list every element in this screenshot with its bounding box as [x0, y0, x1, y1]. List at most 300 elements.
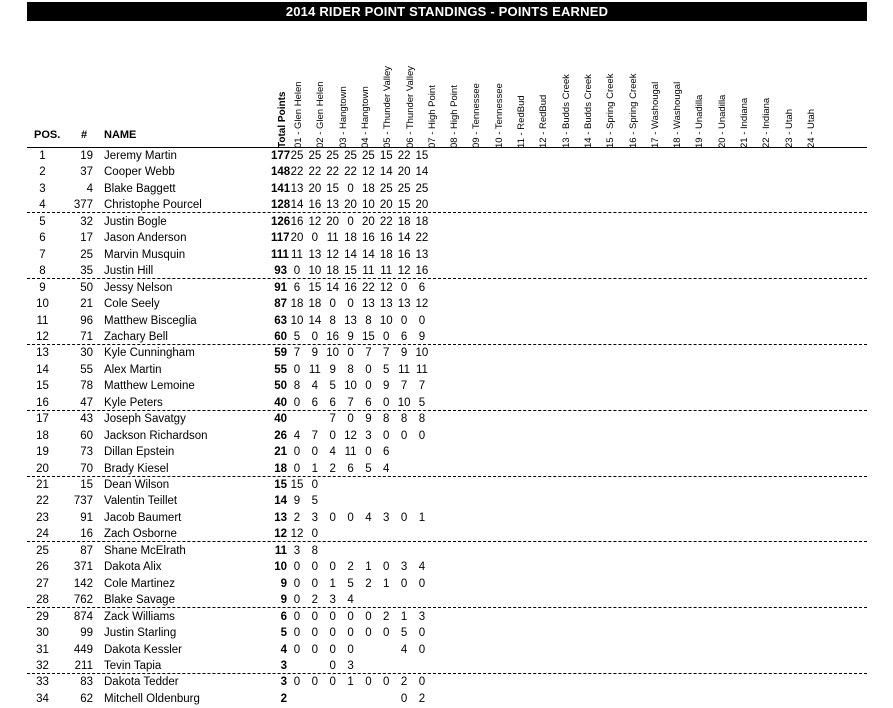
rider-position: 31 — [36, 643, 49, 656]
table-row — [27, 197, 867, 213]
rider-position: 22 — [36, 495, 49, 508]
table-row — [27, 625, 867, 641]
round-points-4: 6 — [347, 462, 354, 475]
rider-number: 60 — [80, 429, 93, 442]
round-header-11-label: 11 - RedBud — [516, 95, 527, 148]
rider-number: 70 — [80, 462, 93, 475]
round-points-2: 4 — [311, 380, 319, 393]
total-points: 148 — [271, 166, 291, 179]
rider-number: 211 — [74, 659, 93, 672]
rider-number: 73 — [80, 446, 93, 459]
round-points-4: 0 — [347, 182, 354, 195]
round-points-1: 16 — [290, 215, 304, 228]
round-points-3: 16 — [326, 330, 340, 343]
rider-position: 13 — [36, 347, 49, 360]
round-points-1: 5 — [293, 330, 301, 343]
rider-name: Christophe Pourcel — [104, 199, 202, 212]
rider-name: Kyle Cunningham — [104, 347, 195, 360]
round-points-5: 14 — [361, 248, 375, 261]
round-points-6: 18 — [379, 248, 393, 261]
round-points-3: 0 — [329, 643, 336, 656]
table-row — [27, 543, 867, 559]
round-points-6: 8 — [383, 413, 390, 426]
table-row — [27, 280, 867, 296]
round-points-5: 0 — [365, 610, 372, 623]
round-points-7: 13 — [397, 298, 411, 311]
round-points-1: 0 — [293, 446, 301, 459]
round-points-3: 10 — [326, 347, 340, 360]
round-points-2: 1 — [311, 462, 319, 475]
round-points-5: 15 — [361, 330, 375, 343]
round-header-4-label: 04 - Hangtown — [359, 86, 371, 148]
rider-name: Justin Starling — [104, 627, 177, 640]
round-points-1: 7 — [293, 347, 301, 360]
round-points-4: 0 — [347, 413, 354, 426]
rider-number: 21 — [80, 298, 93, 311]
round-points-4: 9 — [347, 330, 354, 343]
round-points-5: 25 — [361, 150, 375, 162]
round-points-2: 0 — [311, 330, 319, 343]
round-points-1: 10 — [290, 314, 304, 327]
round-points-4: 0 — [347, 298, 354, 311]
round-points-8: 14 — [415, 166, 429, 179]
round-points-2: 0 — [311, 446, 319, 459]
round-points-1: 18 — [290, 298, 304, 311]
round-points-5: 3 — [365, 429, 372, 442]
round-points-4: 11 — [344, 446, 357, 459]
round-points-5: 9 — [365, 413, 372, 426]
round-points-6: 10 — [379, 314, 393, 327]
round-points-3: 0 — [329, 561, 336, 574]
round-points-2: 10 — [308, 265, 322, 278]
rider-name: Matthew Lemoine — [104, 380, 195, 393]
rider-number: 15 — [80, 479, 93, 491]
rider-position: 8 — [39, 265, 46, 278]
total-points: 18 — [274, 462, 287, 475]
rider-position: 17 — [36, 413, 49, 426]
round-header-14-label: 14 - Budds Creek — [582, 74, 594, 148]
total-points: 9 — [280, 577, 287, 590]
round-points-4: 1 — [347, 676, 354, 689]
rider-number: 19 — [80, 150, 93, 162]
round-points-2: 11 — [308, 363, 321, 376]
number-header: # — [81, 129, 88, 141]
round-points-1: 15 — [290, 479, 304, 491]
total-points: 3 — [280, 676, 287, 689]
round-points-7: 7 — [400, 380, 408, 393]
round-points-5: 0 — [365, 446, 372, 459]
total-points: 14 — [274, 495, 287, 508]
rider-number: 55 — [80, 363, 93, 376]
round-points-7: 3 — [400, 561, 408, 574]
round-points-5: 11 — [362, 265, 375, 278]
rider-name: Jackson Richardson — [104, 429, 208, 442]
table-row — [27, 263, 867, 279]
total-points: 141 — [271, 182, 291, 195]
round-points-3: 1 — [329, 577, 336, 590]
round-header-21-label: 21 - Indiana — [739, 97, 750, 148]
round-points-5: 20 — [361, 215, 375, 228]
round-points-2: 15 — [308, 281, 322, 294]
round-points-6: 4 — [383, 462, 390, 475]
rider-name: Zachary Bell — [104, 330, 168, 343]
rider-position: 3 — [39, 182, 46, 195]
round-points-8: 15 — [415, 150, 429, 162]
round-points-6: 11 — [380, 265, 393, 278]
round-points-6: 13 — [379, 298, 393, 311]
round-points-3: 7 — [329, 413, 336, 426]
round-points-4: 0 — [347, 627, 354, 640]
table-row — [27, 411, 867, 427]
rider-name: Cole Martinez — [104, 577, 175, 590]
round-points-7: 0 — [400, 281, 408, 294]
round-points-1: 6 — [293, 281, 301, 294]
rider-name: Kyle Peters — [104, 396, 163, 409]
round-points-7: 6 — [400, 330, 408, 343]
round-points-5: 4 — [365, 511, 372, 524]
rider-position: 26 — [36, 561, 49, 574]
total-points: 15 — [274, 479, 287, 491]
table-row — [27, 477, 867, 493]
round-points-7: 11 — [398, 363, 411, 376]
rider-position: 25 — [36, 544, 49, 557]
round-points-2: 0 — [311, 561, 319, 574]
round-points-5: 0 — [365, 627, 372, 640]
round-points-3: 11 — [326, 232, 339, 245]
rider-name: Zach Osborne — [104, 528, 177, 541]
rider-name: Cole Seely — [104, 298, 160, 311]
table-row — [27, 329, 867, 345]
table-row — [27, 691, 867, 707]
rider-name: Jacob Baumert — [104, 511, 182, 524]
round-points-2: 0 — [311, 528, 319, 541]
total-points: 9 — [280, 594, 287, 607]
round-header-24-label: 24 - Utah — [805, 108, 817, 148]
rider-name: Matthew Bisceglia — [104, 314, 197, 327]
round-points-1: 9 — [293, 495, 301, 508]
round-points-3: 12 — [326, 248, 340, 261]
rider-number: 87 — [80, 544, 93, 557]
round-header-9-label: 09 - Tennessee — [471, 83, 483, 148]
round-points-3: 3 — [329, 594, 336, 607]
rider-position: 21 — [36, 479, 49, 491]
round-points-6: 0 — [383, 676, 390, 689]
rider-position: 18 — [36, 429, 49, 442]
round-points-4: 7 — [347, 396, 354, 409]
round-points-3: 0 — [329, 610, 336, 623]
pos-header: POS. — [34, 129, 61, 141]
rider-number: 377 — [73, 199, 93, 212]
round-points-5: 0 — [365, 380, 372, 393]
round-points-2: 3 — [311, 511, 319, 524]
rider-name: Dakota Kessler — [104, 643, 182, 656]
rider-position: 12 — [36, 330, 49, 343]
round-points-3: 0 — [329, 511, 336, 524]
total-points: 40 — [274, 396, 287, 409]
round-points-3: 20 — [326, 215, 340, 228]
round-points-7: 4 — [400, 643, 408, 656]
round-points-4: 5 — [347, 577, 354, 590]
round-points-7: 18 — [397, 215, 411, 228]
round-points-1: 20 — [290, 232, 304, 245]
round-points-3: 0 — [329, 429, 336, 442]
round-points-7: 22 — [397, 150, 411, 162]
rider-position: 24 — [36, 528, 49, 541]
rider-name: Mitchell Oldenburg — [104, 692, 200, 705]
round-header-6-label: 06 - Thunder Valley — [404, 65, 416, 148]
round-points-4: 0 — [347, 347, 354, 360]
round-points-6: 7 — [383, 347, 390, 360]
total-points: 128 — [271, 199, 291, 212]
round-points-8: 13 — [415, 248, 429, 261]
rider-name: Valentin Teillet — [104, 495, 178, 508]
round-points-1: 14 — [290, 199, 304, 212]
round-header-1-label: 01 - Glen Helen — [293, 81, 304, 148]
round-points-1: 0 — [293, 561, 301, 574]
table-row — [27, 592, 867, 608]
round-points-8: 0 — [418, 676, 426, 689]
round-points-5: 0 — [365, 676, 372, 689]
round-points-1: 0 — [293, 462, 301, 475]
round-points-7: 12 — [397, 265, 411, 278]
table-row — [27, 378, 867, 394]
round-points-1: 0 — [293, 643, 301, 656]
round-points-6: 12 — [379, 281, 393, 294]
round-points-3: 5 — [329, 380, 336, 393]
round-points-2: 25 — [308, 150, 322, 162]
round-header-19-label: 19 - Unadilla — [694, 94, 706, 148]
table-row — [27, 214, 867, 230]
total-points: 13 — [274, 511, 287, 524]
round-points-7: 15 — [397, 199, 411, 212]
rider-position: 20 — [36, 462, 49, 475]
rider-name: Cooper Webb — [104, 166, 175, 179]
round-header-8-label: 08 - High Point — [449, 85, 461, 148]
rider-number: 762 — [73, 594, 93, 607]
rider-number: 35 — [80, 265, 93, 278]
round-header-16-label: 16 - Spring Creek — [627, 73, 639, 148]
rider-number: 142 — [73, 577, 93, 590]
table-row — [27, 181, 867, 197]
round-points-7: 0 — [400, 577, 408, 590]
rider-position: 27 — [36, 577, 49, 590]
rider-position: 14 — [36, 363, 49, 376]
rider-name: Dean Wilson — [104, 479, 170, 491]
rider-number: 874 — [73, 610, 93, 623]
round-points-3: 9 — [329, 363, 336, 376]
round-points-1: 0 — [293, 577, 301, 590]
round-points-1: 0 — [293, 396, 301, 409]
round-points-8: 8 — [418, 413, 426, 426]
round-points-2: 2 — [311, 594, 319, 607]
rider-position: 5 — [39, 215, 46, 228]
table-row — [27, 576, 867, 592]
table-row — [27, 428, 867, 444]
total-points: 3 — [280, 659, 287, 672]
rider-name: Blake Baggett — [104, 182, 176, 195]
total-points-header-label: Total Points — [277, 91, 288, 148]
round-points-1: 0 — [293, 676, 301, 689]
rider-name: Shane McElrath — [104, 544, 186, 557]
round-points-1: 0 — [293, 610, 301, 623]
round-points-4: 18 — [344, 232, 357, 245]
total-points: 60 — [274, 330, 287, 343]
round-points-4: 14 — [344, 248, 357, 261]
round-points-5: 8 — [365, 314, 372, 327]
round-points-3: 2 — [329, 462, 336, 475]
round-header-18-label: 18 - Washougal — [672, 81, 684, 148]
round-header-10-label: 10 - Tennessee — [493, 83, 505, 148]
round-points-4: 10 — [344, 380, 357, 393]
table-row — [27, 510, 867, 526]
round-points-2: 13 — [308, 248, 322, 261]
round-points-8: 3 — [418, 610, 426, 623]
rider-name: Dakota Alix — [104, 561, 162, 574]
round-points-3: 13 — [326, 199, 340, 212]
round-points-5: 2 — [365, 577, 372, 590]
round-header-22-label: 22 - Indiana — [761, 97, 773, 148]
total-points: 87 — [274, 298, 287, 311]
round-points-3: 18 — [326, 265, 340, 278]
round-points-4: 13 — [344, 314, 357, 327]
round-points-8: 0 — [418, 643, 426, 656]
round-header-12-label: 12 - RedBud — [538, 94, 550, 148]
round-points-1: 13 — [290, 182, 304, 195]
round-points-3: 15 — [326, 182, 340, 195]
round-header-13-label: 13 - Budds Creek — [560, 74, 572, 148]
round-header-17-label: 17 - Washougal — [649, 81, 661, 148]
round-points-5: 22 — [361, 281, 375, 294]
total-points: 6 — [280, 610, 287, 623]
round-points-6: 0 — [383, 330, 390, 343]
rider-position: 16 — [36, 396, 49, 409]
rider-name: Jason Anderson — [104, 232, 187, 245]
round-points-2: 0 — [311, 232, 319, 245]
round-points-1: 3 — [293, 544, 301, 557]
round-points-3: 22 — [326, 166, 340, 179]
round-points-2: 0 — [311, 610, 319, 623]
round-points-2: 20 — [308, 182, 322, 195]
round-points-6: 22 — [379, 215, 393, 228]
rider-position: 34 — [36, 692, 49, 705]
round-points-8: 4 — [418, 561, 426, 574]
round-points-4: 15 — [344, 265, 357, 278]
total-points: 4 — [280, 643, 287, 656]
round-points-7: 14 — [397, 232, 411, 245]
round-points-2: 0 — [311, 676, 319, 689]
round-points-4: 0 — [347, 643, 354, 656]
round-points-6: 0 — [383, 396, 390, 409]
round-header-23-label: 23 - Utah — [783, 108, 795, 148]
round-header-20-label: 20 - Unadilla — [716, 94, 728, 148]
round-points-5: 1 — [365, 561, 372, 574]
round-points-3: 8 — [329, 314, 336, 327]
rider-position: 30 — [36, 627, 49, 640]
rider-number: 43 — [80, 413, 93, 426]
table-row — [27, 148, 867, 164]
round-points-2: 0 — [311, 643, 319, 656]
rider-number: 371 — [73, 561, 93, 574]
rider-number: 449 — [73, 643, 93, 656]
round-points-1: 0 — [293, 363, 301, 376]
round-points-8: 22 — [415, 232, 429, 245]
table-row — [27, 362, 867, 378]
rider-name: Justin Hill — [104, 265, 154, 278]
round-points-7: 9 — [400, 347, 408, 360]
round-points-2: 0 — [311, 627, 319, 640]
table-row — [27, 493, 867, 509]
round-points-1: 0 — [293, 594, 301, 607]
round-points-2: 22 — [308, 166, 322, 179]
round-points-5: 10 — [361, 199, 375, 212]
round-points-2: 9 — [311, 347, 319, 360]
table-row — [27, 674, 867, 690]
round-points-8: 0 — [418, 577, 426, 590]
table-row — [27, 313, 867, 329]
rider-position: 1 — [39, 150, 46, 162]
total-points: 177 — [271, 150, 291, 162]
rider-number: 37 — [80, 166, 93, 179]
round-points-8: 7 — [418, 380, 426, 393]
page-title: 2014 RIDER POINT STANDINGS - POINTS EARNED — [27, 2, 867, 21]
round-points-6: 20 — [379, 199, 393, 212]
round-points-3: 0 — [329, 676, 336, 689]
round-points-4: 8 — [347, 363, 354, 376]
rider-position: 6 — [39, 232, 46, 245]
round-points-5: 0 — [365, 363, 372, 376]
round-points-4: 4 — [347, 594, 354, 607]
round-points-1: 11 — [291, 248, 303, 261]
round-points-8: 10 — [415, 347, 429, 360]
round-points-3: 0 — [329, 659, 336, 672]
rider-position: 2 — [39, 166, 46, 179]
rider-number: 91 — [80, 511, 93, 524]
rider-number: 47 — [80, 396, 93, 409]
round-points-2: 18 — [308, 298, 322, 311]
round-points-5: 16 — [361, 232, 375, 245]
rider-number: 30 — [80, 347, 93, 360]
round-points-4: 20 — [344, 199, 357, 212]
round-points-7: 1 — [400, 610, 408, 623]
rider-position: 11 — [36, 314, 49, 327]
total-points: 5 — [280, 627, 287, 640]
rider-name: Dillan Epstein — [104, 446, 175, 459]
total-points: 117 — [271, 232, 290, 245]
rider-name: Blake Savage — [104, 594, 175, 607]
table-row — [27, 230, 867, 246]
round-points-3: 0 — [329, 298, 336, 311]
round-points-8: 20 — [415, 199, 429, 212]
round-points-4: 16 — [344, 281, 357, 294]
round-points-3: 14 — [326, 281, 340, 294]
rider-position: 9 — [39, 281, 46, 294]
rider-number: 737 — [73, 495, 93, 508]
round-points-1: 22 — [290, 166, 304, 179]
total-points: 59 — [274, 347, 287, 360]
round-points-4: 0 — [347, 610, 354, 623]
rider-number: 99 — [80, 627, 93, 640]
round-points-6: 0 — [383, 561, 390, 574]
round-points-5: 13 — [361, 298, 375, 311]
name-header: NAME — [104, 129, 137, 141]
total-points: 2 — [280, 692, 287, 705]
round-points-1: 0 — [293, 265, 301, 278]
round-points-4: 22 — [344, 166, 357, 179]
rider-name: Jeremy Martin — [104, 150, 177, 162]
rider-position: 32 — [36, 659, 49, 672]
round-points-8: 1 — [418, 511, 426, 524]
rider-position: 28 — [36, 594, 49, 607]
